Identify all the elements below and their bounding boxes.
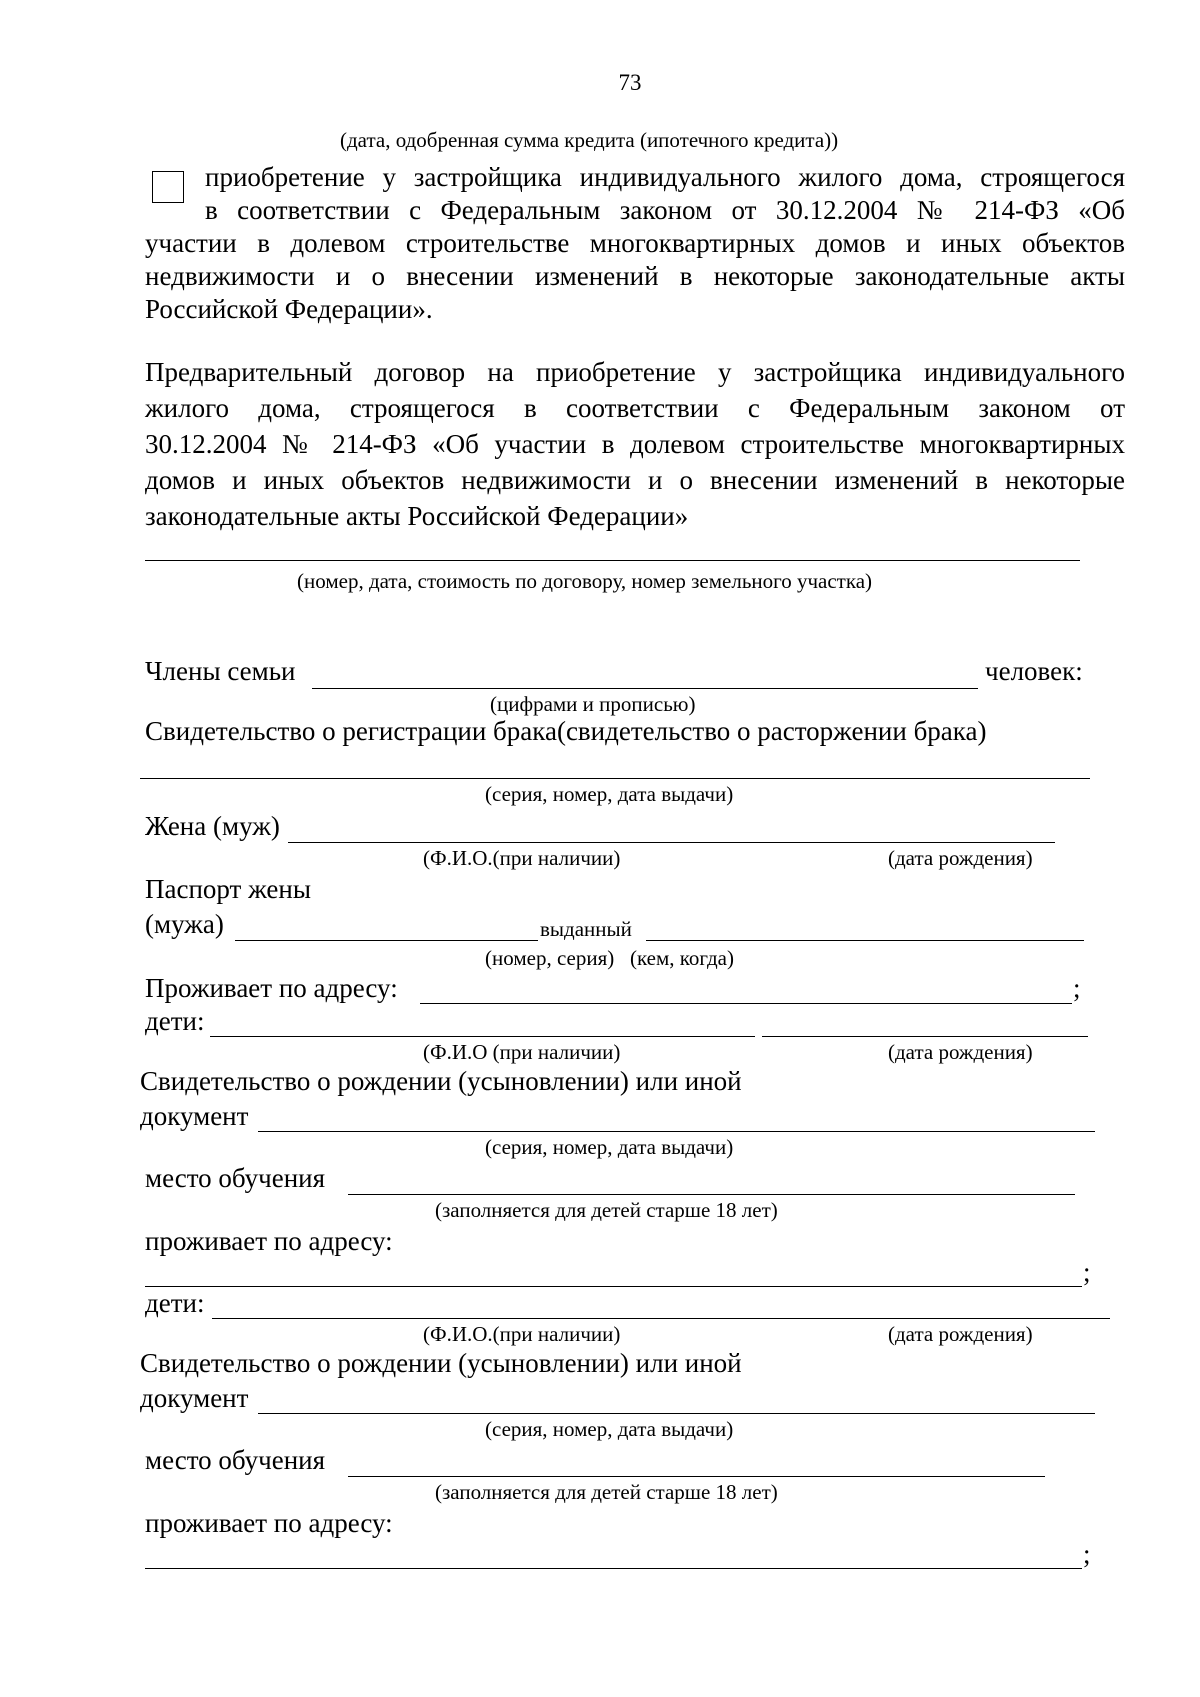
children-2-label: дети:: [145, 1288, 205, 1318]
children-1-name-input-line[interactable]: [210, 1036, 755, 1037]
address-label: Проживает по адресу:: [145, 973, 398, 1003]
children-1-label: дети:: [145, 1006, 205, 1036]
children-1-study-caption: (заполняется для детей старше 18 лет): [435, 1198, 778, 1222]
children-1-birth-input-line[interactable]: [762, 1036, 1088, 1037]
contract-text-line-2: жилого дома, строящегося в соответствии с Федеральным законом от: [145, 393, 1125, 423]
contract-text-line-5: законодательные акты Российской Федерации»: [145, 501, 689, 531]
children-2-study-input-line[interactable]: [348, 1476, 1045, 1477]
credit-caption: (дата, одобренная сумма кредита (ипотечного кредита)): [340, 128, 839, 152]
children-2-address-end: ;: [1083, 1539, 1091, 1569]
children-1-birth-cert-line-1: Свидетельство о рождении (усыновлении) или иной: [140, 1066, 742, 1096]
contract-caption: (номер, дата, стоимость по договору, номер земельного участка): [297, 569, 873, 593]
children-2-study-caption: (заполняется для детей старше 18 лет): [435, 1480, 778, 1504]
children-2-name-caption: (Ф.И.О.(при наличии): [423, 1322, 621, 1346]
address-end: ;: [1073, 973, 1081, 1003]
address-input-line[interactable]: [420, 1003, 1072, 1004]
children-2-birth-cert-input-line[interactable]: [258, 1413, 1095, 1414]
spouse-birth-caption: (дата рождения): [888, 846, 1033, 870]
contract-input-line[interactable]: [145, 560, 1080, 561]
option-text-line-3: участии в долевом строительстве многоквартирных домов и иных объектов: [145, 228, 1125, 258]
family-caption: (цифрами и прописью): [490, 692, 696, 716]
spouse-input-line[interactable]: [288, 842, 1055, 843]
family-count-input-line[interactable]: [312, 688, 978, 689]
option-checkbox[interactable]: [152, 171, 184, 203]
marriage-caption: (серия, номер, дата выдачи): [485, 782, 734, 806]
children-1-study-label: место обучения: [145, 1163, 326, 1193]
page-number: 73: [618, 70, 642, 95]
passport-issued-input-line[interactable]: [646, 940, 1084, 941]
contract-text-line-1: Предварительный договор на приобретение у застройщика индивидуального: [145, 357, 1125, 387]
children-1-name-caption: (Ф.И.О (при наличии): [423, 1040, 621, 1064]
family-suffix: человек:: [985, 656, 1083, 686]
children-2-birth-cert-line-2: документ: [140, 1383, 249, 1413]
option-text-line-4: недвижимости и о внесении изменений в некоторые законодательные акты: [145, 261, 1125, 291]
passport-label-line-1: Паспорт жены: [145, 874, 311, 904]
children-1-study-input-line[interactable]: [348, 1194, 1075, 1195]
option-text-line-5: Российской Федерации».: [145, 294, 433, 324]
marriage-input-line[interactable]: [140, 778, 1090, 779]
children-2-address-label: проживает по адресу:: [145, 1508, 393, 1538]
children-1-address-input-line[interactable]: [145, 1286, 1082, 1287]
spouse-name-caption: (Ф.И.О.(при наличии): [423, 846, 621, 870]
passport-issued-label: выданный: [540, 917, 632, 941]
children-1-birth-cert-input-line[interactable]: [258, 1131, 1095, 1132]
children-1-birth-cert-caption: (серия, номер, дата выдачи): [485, 1135, 734, 1159]
children-1-address-label: проживает по адресу:: [145, 1226, 393, 1256]
contract-text-line-3: 30.12.2004 № 214-ФЗ «Об участии в долевом строительстве многоквартирных: [145, 429, 1125, 459]
children-2-birth-caption: (дата рождения): [888, 1322, 1033, 1346]
option-text-line-1: приобретение у застройщика индивидуального жилого дома, строящегося: [205, 162, 1125, 192]
contract-text-line-4: домов и иных объектов недвижимости и о внесении изменений в некоторые: [145, 465, 1125, 495]
family-label: Члены семьи: [145, 656, 296, 686]
option-text-line-2: в соответствии с Федеральным законом от 30.12.2004 № 214-ФЗ «Об: [205, 195, 1125, 225]
children-2-birth-cert-line-1: Свидетельство о рождении (усыновлении) или иной: [140, 1348, 742, 1378]
children-2-input-line[interactable]: [212, 1318, 1110, 1319]
children-1-address-end: ;: [1083, 1257, 1091, 1287]
children-1-birth-cert-line-2: документ: [140, 1101, 249, 1131]
passport-number-input-line[interactable]: [235, 940, 538, 941]
passport-caption: (номер, серия) (кем, когда): [485, 946, 734, 970]
marriage-label: Свидетельство о регистрации брака(свидетельство о расторжении брака): [145, 716, 987, 746]
children-1-birth-caption: (дата рождения): [888, 1040, 1033, 1064]
spouse-label: Жена (муж): [145, 811, 280, 841]
children-2-birth-cert-caption: (серия, номер, дата выдачи): [485, 1417, 734, 1441]
children-2-address-input-line[interactable]: [145, 1568, 1082, 1569]
children-2-study-label: место обучения: [145, 1445, 326, 1475]
passport-label-line-2: (мужа): [145, 909, 224, 939]
